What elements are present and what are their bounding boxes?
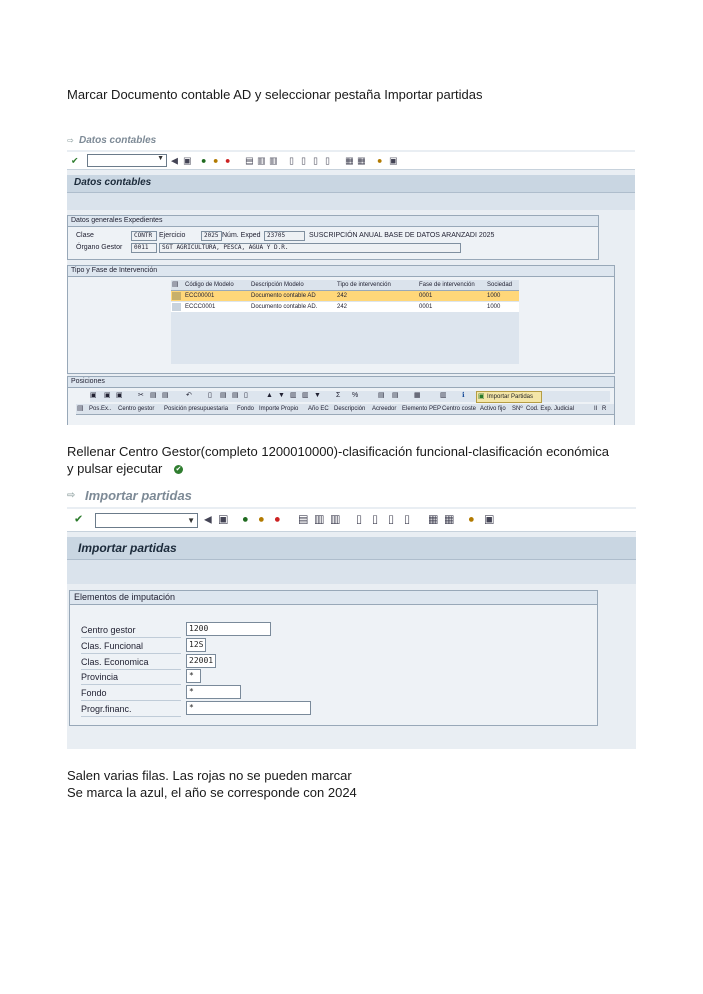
cancel-icon[interactable]: ● [225,155,231,165]
organo-gestor-description: SGT AGRICULTURA, PESCA, AGUA Y D.R. [159,243,461,253]
importar-partidas-screen [67,487,636,749]
last-page-icon[interactable]: ▯ [404,513,411,526]
save-icon[interactable]: ▣ [183,155,192,165]
label-underline [81,716,181,717]
instruction-text: y pulsar ejecutar [67,461,163,476]
paste-icon[interactable]: ▤ [162,392,169,399]
find-icon[interactable]: ▥ [290,392,297,399]
graphic-icon[interactable]: ▥ [440,392,447,399]
layout-icon[interactable]: ▣ [389,155,398,165]
table-header [171,280,519,291]
label-underline [81,669,181,670]
column-header: Cod. Exp. Judicial [526,406,575,412]
column-header: Importe Propio [259,406,299,412]
progr-financ-label: Progr.financ. [81,704,132,714]
clase-field[interactable]: CONTR [131,231,157,241]
sum-icon[interactable]: Σ [336,392,341,399]
copy-row-icon[interactable]: ▯ [244,392,248,399]
page-header-band [67,537,636,560]
positions-group [67,376,615,425]
find-next-icon[interactable]: ▥ [330,513,341,526]
table-cell: 242 [337,293,348,299]
export-icon[interactable]: ▤ [392,392,399,399]
title-arrow-icon: ⇨ [67,490,76,501]
execute-check-icon: ✔ [175,466,182,474]
organo-gestor-field[interactable]: 0011 [131,243,157,253]
group-title: Posiciones [68,377,614,388]
enter-check-icon[interactable]: ✔ [74,513,84,526]
import-partidas-label: Importar Partidas [487,394,534,400]
find-icon[interactable]: ▥ [257,155,266,165]
organo-gestor-label: Órgano Gestor [76,244,123,251]
help-icon[interactable]: ● [377,155,383,165]
table-cell: 0001 [419,293,433,299]
window-title-bar [67,487,636,507]
table-cell: 1000 [487,293,501,299]
column-header: Fase de intervención [419,282,475,288]
clas-economica-input[interactable]: 22001 [186,654,216,668]
num-exped-label: Núm. Exped [222,232,261,239]
new-session-icon[interactable]: ▦ [428,513,439,526]
last-page-icon[interactable]: ▯ [325,155,330,165]
prev-page-icon[interactable]: ▯ [372,513,379,526]
sort-desc-icon[interactable]: ▼ [278,392,285,399]
find-icon[interactable]: ▥ [314,513,325,526]
new-session-icon[interactable]: ▦ [345,155,354,165]
provincia-input[interactable]: * [186,669,201,683]
label-underline [81,700,181,701]
column-header: II [594,406,598,412]
delete-row-icon[interactable]: ▤ [232,392,239,399]
group-title: Tipo y Fase de Intervención [68,266,614,277]
standard-toolbar [67,152,635,170]
column-header: R [602,406,607,412]
instruction-paragraph-3 [67,767,357,801]
cut-icon[interactable]: ✂ [138,392,144,399]
command-field[interactable] [95,513,198,528]
table-cell: Documento contable AD. [251,304,318,310]
column-header: Tipo de intervención [337,282,391,288]
clas-funcional-label: Clas. Funcional [81,641,144,651]
progr-financ-input[interactable]: * [186,701,311,715]
instruction-line: Rellenar Centro Gestor(completo 1200010000)-clasificación funcional-clasificación económica [67,444,609,459]
import-partidas-button[interactable] [476,391,542,403]
label-underline [81,637,181,638]
table-row[interactable] [171,291,519,301]
insert-row-icon[interactable]: ▤ [220,392,227,399]
clas-economica-label: Clas. Economica [81,657,149,667]
layout-icon[interactable]: ▣ [484,513,495,526]
table-cell: ECC00001 [185,293,215,299]
ejercicio-label: Ejercicio [159,232,186,239]
print-icon[interactable]: ▤ [378,392,385,399]
clas-funcional-input[interactable]: 12S [186,638,206,652]
instruction-line: Salen varias filas. Las rojas no se pueden marcar [67,768,352,783]
chevron-down-icon: ▼ [157,155,164,162]
copy-icon[interactable]: ▤ [150,392,157,399]
intervention-table [171,280,519,364]
positions-toolbar [90,391,610,402]
table-cell: 1000 [487,304,501,310]
instruction-line: Se marca la azul, el año se corresponde con 2024 [67,785,357,800]
first-page-icon[interactable]: ▯ [289,155,294,165]
row-selector[interactable] [172,303,181,311]
help-icon[interactable]: ● [468,513,475,526]
find-next-icon[interactable]: ▥ [269,155,278,165]
command-field[interactable] [87,154,167,167]
subtotal-icon[interactable]: % [352,392,359,399]
instruction-paragraph-1: Marcar Documento contable AD y seleccionar pestaña Importar partidas [67,87,483,102]
exit-icon[interactable]: ● [213,155,219,165]
cancel-icon[interactable]: ● [274,513,281,526]
sort-asc-icon[interactable]: ▲ [266,392,273,399]
label-underline [81,653,181,654]
group-title: Datos generales Expedientes [68,216,598,227]
column-header: Centro gestor [118,406,155,412]
first-icon[interactable]: ▣ [104,392,111,399]
print-icon[interactable]: ▤ [298,513,309,526]
exped-description: SUSCRIPCIÓN ANUAL BASE DE DATOS ARANZADI 2025 [309,232,495,239]
column-header: Código de Modelo [185,282,234,288]
filter-icon[interactable]: ▼ [314,392,321,399]
column-header: Centro coste [442,406,477,412]
window-title-bar [67,134,635,150]
column-header: Fondo [237,406,255,412]
column-header: Descripción Modelo [251,282,304,288]
prev-page-icon[interactable]: ▯ [301,155,306,165]
next-page-icon[interactable]: ▯ [313,155,318,165]
column-header: SNº [512,406,523,412]
undo-icon[interactable]: ↶ [186,392,192,399]
column-header: Posición presupuestaria [164,406,229,412]
instruction-line [67,460,609,477]
datos-contables-screen [67,134,635,425]
back-triangle-icon[interactable]: ◀ [204,514,212,526]
column-header: Año EC [308,406,329,412]
num-exped-field[interactable]: 23705 [264,231,305,241]
row-selector[interactable] [172,292,181,300]
application-toolbar [67,193,635,210]
first-page-icon[interactable]: ▯ [356,513,363,526]
select-all-icon[interactable]: ▤ [77,405,84,412]
back-icon[interactable]: ● [242,513,249,526]
page-header-band [67,175,635,193]
table-cell: 242 [337,304,348,310]
label-underline [81,684,181,685]
standard-toolbar [67,509,636,532]
enter-check-icon[interactable]: ✔ [71,155,79,165]
group-title: Elementos de imputación [70,591,597,605]
column-header: Acreedor [372,406,397,412]
column-header: Elemento PEP [402,406,442,412]
details-icon[interactable]: ▣ [90,392,97,399]
table-cell: ECCC0001 [185,304,216,310]
layout-icon[interactable]: ▦ [414,392,421,399]
back-triangle-icon[interactable]: ◀ [171,155,178,165]
table-cell: Documento contable AD [251,293,316,299]
column-header: Pos.Ex.. [89,406,112,412]
save-icon[interactable]: ▣ [218,513,229,526]
page-title: Datos contables [74,177,152,188]
table-row[interactable] [171,302,519,312]
exit-icon[interactable]: ● [258,513,265,526]
general-data-group [67,215,599,260]
page-title: Importar partidas [78,541,177,555]
ejercicio-field[interactable]: 2025 [201,231,222,241]
last-icon[interactable]: ▣ [116,392,123,399]
back-icon[interactable]: ● [201,155,207,165]
centro-gestor-label: Centro gestor [81,625,136,635]
clase-label: Clase [76,232,94,239]
info-icon[interactable]: ℹ [462,392,465,399]
window-title: Datos contables [79,135,157,146]
append-row-icon[interactable]: ▯ [208,392,212,399]
intervention-type-group [67,265,615,374]
fondo-label: Fondo [81,688,107,698]
fondo-input[interactable]: * [186,685,241,699]
positions-grid-header [76,404,614,415]
centro-gestor-input[interactable]: 1200 [186,622,271,636]
find-next-icon[interactable]: ▥ [302,392,309,399]
window-title: Importar partidas [85,488,192,503]
shortcut-icon[interactable]: ▦ [444,513,455,526]
imputation-elements-group [69,590,598,726]
table-cell: 0001 [419,304,433,310]
column-header: Descripción [334,406,366,412]
column-header: Sociedad [487,282,513,288]
column-header: Activo fijo [480,406,506,412]
next-page-icon[interactable]: ▯ [388,513,395,526]
import-icon: ▣ [478,393,485,400]
title-arrow-icon: ⇨ [67,136,74,145]
select-all-icon[interactable]: ▤ [172,281,179,288]
print-icon[interactable]: ▤ [245,155,254,165]
shortcut-icon[interactable]: ▦ [357,155,366,165]
instruction-paragraph-2 [67,443,609,477]
application-toolbar [67,560,636,584]
chevron-down-icon: ▼ [187,516,195,525]
provincia-label: Provincia [81,672,119,682]
